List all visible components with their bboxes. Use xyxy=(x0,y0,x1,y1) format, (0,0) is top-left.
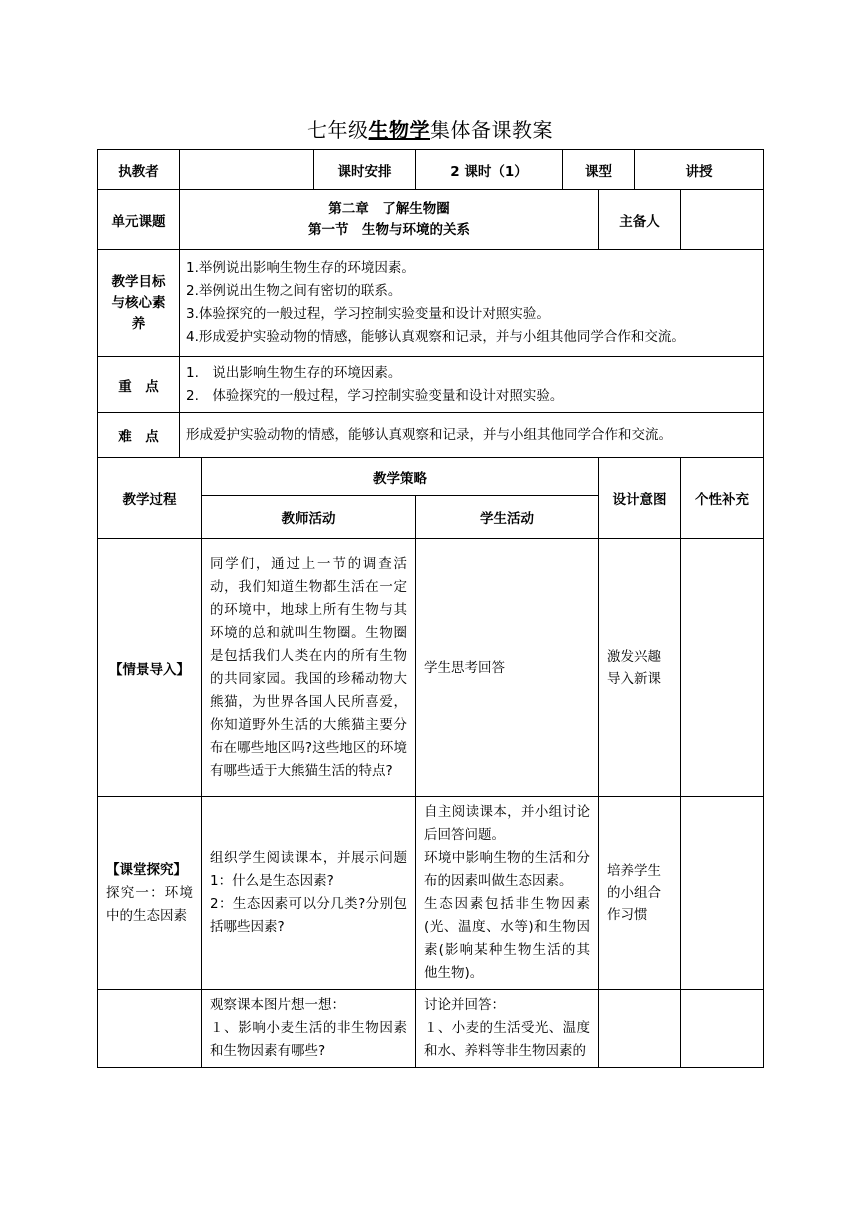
stage-explore: 【课堂探究】 探究一：环境中的生态因素 xyxy=(98,797,202,990)
schedule-value: 2 课时（1） xyxy=(416,150,563,190)
unit-title xyxy=(180,190,599,250)
teacher-value xyxy=(180,150,314,190)
design-intent-intro: 激发兴趣导入新课 xyxy=(599,539,681,797)
objectives-list xyxy=(180,250,764,357)
key-points-label: 重 点 xyxy=(98,357,180,413)
page-title: 七年级生物学集体备课教案 xyxy=(307,118,553,142)
personal-observe xyxy=(681,990,764,1068)
objectives-label: 教学目标 与核心素 养 xyxy=(98,250,180,357)
design-intent-observe xyxy=(599,990,681,1068)
type-label: 课型 xyxy=(563,150,635,190)
personal-header: 个性补充 xyxy=(681,458,764,539)
teacher-activity-header: 教师活动 xyxy=(202,496,416,539)
teacher-activity-observe: 观察课本图片想一想： １、影响小麦生活的非生物因素和生物因素有哪些? xyxy=(202,990,416,1068)
key-points-list xyxy=(180,357,764,413)
preparer-label: 主备人 xyxy=(599,190,681,250)
personal-intro xyxy=(681,539,764,797)
process-header: 教学过程 xyxy=(98,458,202,539)
key-point-item: 2. 体验探究的一般过程，学习控制实验变量和设计对照实验。 xyxy=(186,387,564,404)
design-intent-explore: 培养学生的小组合作习惯 xyxy=(599,797,681,990)
unit-chapter: 第二章 了解生物圈 xyxy=(328,200,450,217)
difficulty-label: 难 点 xyxy=(98,413,180,458)
teacher-label: 执教者 xyxy=(98,150,180,190)
objective-item: 4.形成爱护实验动物的情感，能够认真观察和记录，并与小组其他同学合作和交流。 xyxy=(186,329,685,345)
personal-explore xyxy=(681,797,764,990)
unit-label: 单元课题 xyxy=(98,190,180,250)
stage-observe xyxy=(98,990,202,1068)
teacher-activity-intro: 同学们，通过上一节的调查活动，我们知道生物都生活在一定的环境中，地球上所有生物与其环境的总和就叫生物圈。生物圈是包括我们人类在内的所有生物的共同家园。我国的珍稀动物大熊猫，为世界各国人民所喜爱，你知道野外生活的大熊猫主要分布在哪些地区吗?这些地区的环境有哪些适于大熊猫生活的特点? xyxy=(202,539,416,797)
stage-intro: 【情景导入】 xyxy=(98,539,202,797)
design-header: 设计意图 xyxy=(599,458,681,539)
unit-section: 第一节 生物与环境的关系 xyxy=(308,221,470,238)
lesson-plan-table xyxy=(97,149,764,1068)
preparer-value xyxy=(681,190,764,250)
student-activity-header: 学生活动 xyxy=(416,496,599,539)
difficulty-text: 形成爱护实验动物的情感，能够认真观察和记录，并与小组其他同学合作和交流。 xyxy=(180,413,764,458)
objective-item: 2.举例说出生物之间有密切的联系。 xyxy=(186,283,402,299)
objective-item: 3.体验探究的一般过程，学习控制实验变量和设计对照实验。 xyxy=(186,306,550,322)
student-activity-explore: 自主阅读课本，并小组讨论后回答问题。 环境中影响生物的生活和分布的因素叫做生态因素。 生态因素包括非生物因素(光、温度、水等)和生物因素(影响某种生物生活的其他生物)。 xyxy=(416,797,599,990)
objective-item: 1.举例说出影响生物生存的环境因素。 xyxy=(186,260,415,276)
student-activity-observe: 讨论并回答： １、小麦的生活受光、温度和水、养料等非生物因素的 xyxy=(416,990,599,1068)
schedule-label: 课时安排 xyxy=(314,150,416,190)
key-point-item: 1. 说出影响生物生存的环境因素。 xyxy=(186,364,402,381)
student-activity-intro: 学生思考回答 xyxy=(416,539,599,797)
teacher-activity-explore: 组织学生阅读课本，并展示问题 1：什么是生态因素? 2：生态因素可以分几类?分别包括哪些因素? xyxy=(202,797,416,990)
type-value: 讲授 xyxy=(635,150,764,190)
strategy-header: 教学策略 xyxy=(202,458,599,496)
